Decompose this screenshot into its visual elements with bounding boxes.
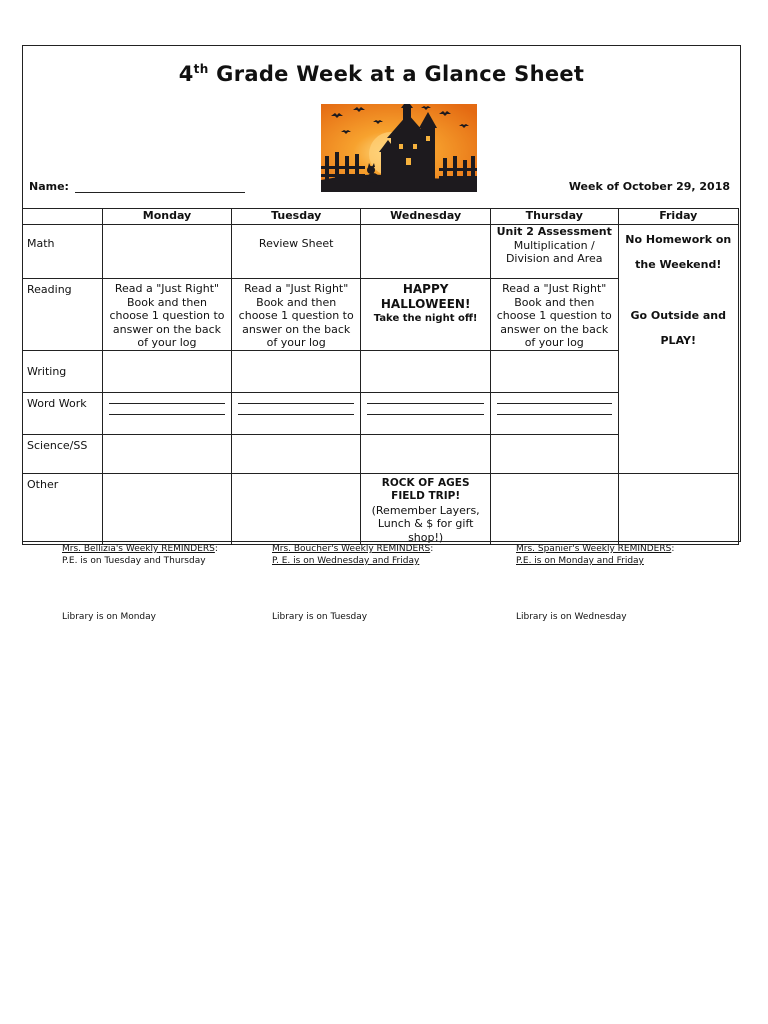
library-bellizia: Library is on Monday	[62, 612, 156, 622]
cell-wordwork-wednesday	[361, 392, 491, 434]
row-label-other: Other	[23, 473, 103, 545]
field-trip-note: (Remember Layers, Lunch & $ for gift shop!)	[371, 503, 480, 544]
name-blank-line	[75, 181, 245, 193]
cell-math-thursday	[490, 225, 618, 279]
blank-line	[497, 393, 612, 404]
week-at-a-glance-sheet	[22, 45, 741, 542]
library-spanier: Library is on Wednesday	[516, 612, 627, 622]
blank-line	[238, 404, 354, 415]
header-blank	[23, 209, 103, 225]
cell-wordwork-tuesday	[232, 392, 361, 434]
cell-reading-thursday: Read a "Just Right" Book and then choose 1 question to answer on the back of your log	[490, 279, 618, 351]
row-label-math: Math	[23, 225, 103, 279]
cell-reading-tuesday: Read a "Just Right" Book and then choose 1 question to answer on the back of your log	[232, 279, 361, 351]
cell-writing-thursday	[490, 350, 618, 392]
reminder-heading: Mrs. Boucher's Weekly REMINDERS	[272, 544, 431, 554]
reminder-heading: Mrs. Bellizia's Weekly REMINDERS	[62, 544, 215, 554]
cell-other-thursday	[490, 473, 618, 545]
row-label-reading: Reading	[23, 279, 103, 351]
table-row-math	[23, 225, 739, 279]
take-night-off: Take the night off!	[373, 313, 478, 324]
blank-line	[367, 393, 484, 404]
happy-halloween: HAPPY HALLOWEEN!	[380, 282, 471, 311]
haunted-house-illustration	[321, 104, 477, 192]
library-boucher: Library is on Tuesday	[272, 612, 368, 622]
blank-line	[497, 404, 612, 415]
reminders-boucher: Mrs. Boucher's Weekly REMINDERS: P. E. is on Wednesday and Friday	[272, 544, 434, 566]
cell-writing-monday	[102, 350, 231, 392]
header-wednesday: Wednesday	[361, 209, 491, 225]
cell-science-thursday	[490, 434, 618, 473]
cell-reading-wednesday	[361, 279, 491, 351]
blank-line	[109, 404, 225, 415]
header-friday: Friday	[618, 209, 738, 225]
thursday-assessment-topic: Multiplication / Division and Area	[505, 238, 603, 265]
cell-reading-monday: Read a "Just Right" Book and then choose 1 question to answer on the back of your log	[102, 279, 231, 351]
cell-wordwork-thursday	[490, 392, 618, 434]
blank-line	[109, 393, 225, 404]
table-header-row	[23, 209, 739, 225]
name-label: Name:	[29, 180, 69, 193]
reminder-pe: P. E. is on Wednesday and Friday	[272, 556, 420, 566]
row-label-science: Science/SS	[23, 434, 103, 473]
cell-other-wednesday	[361, 473, 491, 545]
field-trip-title: ROCK OF AGES FIELD TRIP!	[381, 476, 470, 502]
blank-line	[238, 393, 354, 404]
reminders-spanier: Mrs. Spanier's Weekly REMINDERS: P.E. is on Monday and Friday	[516, 544, 675, 566]
cell-wordwork-monday	[102, 392, 231, 434]
cell-writing-wednesday	[361, 350, 491, 392]
reminder-pe: P.E. is on Tuesday and Thursday	[62, 556, 206, 566]
reminder-pe: P.E. is on Monday and Friday	[516, 556, 644, 566]
friday-go-outside: Go Outside and PLAY!	[630, 309, 726, 347]
reminder-heading: Mrs. Spanier's Weekly REMINDERS	[516, 544, 672, 554]
row-label-writing: Writing	[23, 350, 103, 392]
cell-other-friday	[618, 473, 738, 545]
cell-other-tuesday	[232, 473, 361, 545]
cell-math-wednesday	[361, 225, 491, 279]
header-monday: Monday	[102, 209, 231, 225]
friday-no-homework: No Homework on the Weekend!	[625, 233, 732, 271]
week-of-date: Week of October 29, 2018	[568, 180, 730, 193]
schedule-table	[22, 208, 739, 545]
cell-science-wednesday	[361, 434, 491, 473]
cell-friday-message	[618, 225, 738, 474]
name-field	[29, 180, 245, 193]
cell-writing-tuesday	[232, 350, 361, 392]
page-title: 4th Grade Week at a Glance Sheet	[178, 62, 585, 86]
table-row-other	[23, 473, 739, 545]
header-thursday: Thursday	[490, 209, 618, 225]
row-label-word-work: Word Work	[23, 392, 103, 434]
cell-math-monday	[102, 225, 231, 279]
header-tuesday: Tuesday	[232, 209, 361, 225]
cell-math-tuesday: Review Sheet	[232, 225, 361, 279]
cell-science-monday	[102, 434, 231, 473]
cell-science-tuesday	[232, 434, 361, 473]
blank-line	[367, 404, 484, 415]
thursday-assessment-title: Unit 2 Assessment	[496, 225, 612, 238]
cell-other-monday	[102, 473, 231, 545]
reminders-bellizia: Mrs. Bellizia's Weekly REMINDERS: P.E. is on Tuesday and Thursday	[62, 544, 218, 566]
